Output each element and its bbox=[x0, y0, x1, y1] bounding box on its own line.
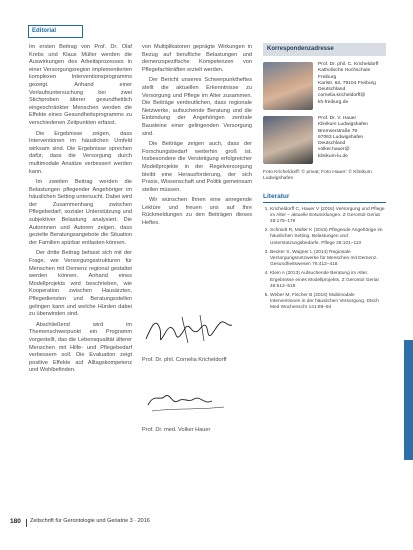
paragraph: von Multiplikatoren geprägte Wirkungen in Bezug auf berufliche Belastungen und demenzspezifische Kompetenzen von Pflegefachkräften erzielt werden. bbox=[142, 44, 252, 73]
address-line: Bremserstraße 79 bbox=[318, 128, 358, 134]
literature-item: 5. Weber M, Fischer B (2016) Multimodale Interventionen in der häuslichen Versorgung. Dtsch Med Wochenschr 141:88–94 bbox=[270, 293, 386, 312]
email-line[interactable]: klinikum-lu.de bbox=[318, 153, 348, 159]
journal-title: Zeitschrift für Gerontologie und Geriatrie 3 · 2016 bbox=[30, 518, 150, 524]
contact-entry bbox=[263, 62, 386, 110]
correspondence-heading: Korrespondenzadresse bbox=[263, 43, 386, 56]
literature-item: 1. Kricheldorff C, Hauer V (2016) Versorgung und Pflege im Alter – aktuelle Entwicklungen. Z Gerontol Geriat 49:175–176 bbox=[270, 207, 386, 226]
paragraph: Im zweiten Beitrag werden die Belastungen pflegender Angehöriger im häuslichen Setting untersucht. Dabei wird der Zusammenhang zwischen Pflegebedarf, sozialer Unterstützung und subjektiver Belastung analysiert. Die Autorinnen und Autoren zeigen, dass gezielte Beratungsangebote die Situation der Familien spürbar entlasten können. bbox=[29, 179, 132, 246]
address-line: Prof. Dr. V. Hauer bbox=[318, 116, 357, 121]
signature-area bbox=[142, 305, 252, 445]
handwritten-signature bbox=[142, 305, 237, 355]
signatory-name: Prof. Dr. med. Volker Hauer bbox=[142, 427, 211, 433]
photo-credit: Foto Kricheldorff: © privat; Foto Hauer: © Klinikum Ludwigshafen bbox=[263, 170, 372, 182]
author-photo bbox=[263, 62, 313, 110]
literature-item: 3. Becker S, Wagner L (2014) Regionale Versorgungsnetzwerke für Menschen mit Demenz. Gesundheitswesen 76:412–418 bbox=[270, 250, 386, 269]
signature-block bbox=[142, 305, 252, 363]
address-line: Prof. Dr. phil. C. Kricheldorff bbox=[318, 62, 379, 67]
body-column-2 bbox=[142, 44, 252, 231]
sidebar bbox=[263, 43, 386, 315]
paragraph: Der dritte Beitrag befasst sich mit der Frage, wie Versorgungsstrukturen für Menschen mit Demenz regional gestaltet werden können. Anhand eines Modellprojekts wird beschrieben, wie Kooperation zwischen Hausärzten, Pflegediensten und Beratungsstellen gelingen kann und welche Hürden dabei zu überwinden sind. bbox=[29, 250, 132, 318]
page-number: 180 bbox=[10, 518, 21, 525]
address-line: Karlstr. 63, 79104 Freiburg bbox=[318, 80, 376, 86]
address-line: Freiburg bbox=[318, 74, 337, 80]
paragraph: Wir wünschen Ihnen eine anregende Lektüre und freuen uns auf Ihre Rückmeldungen zu den Beiträgen dieses Heftes. bbox=[142, 197, 252, 227]
paragraph: Im ersten Beitrag von Prof. Dr. Olaf Krebs und Klaus Müller werden die Auswirkungen des Arbeitsprozesses in einer Versorgungsregion implementierten komplexen Interventionsprogramms gezeigt. Anhand einer Verlaufsuntersuchung bei zwei Stichproben älterer gesundheitlich eingeschränkter Menschen werden die Effekte eines Gesundheitsprogramms zu verschiedenen Zeitpunkten erfasst. bbox=[29, 44, 132, 126]
section-tab bbox=[404, 340, 413, 460]
address-line: 67063 Ludwigshafen bbox=[318, 134, 364, 140]
paragraph: Abschließend wird im Themenschwerpunkt ein Programm vorgestellt, das die Lebensqualität älterer Menschen mit Hilfe- und Pflegebedarf verbessern soll. Die Evaluation zeigt positive Effekte auf Alltagskompetenz und Wohlbefinden. bbox=[29, 321, 132, 374]
paragraph: Die Beiträge zeigen auch, dass der Forschungsbedarf weiterhin groß ist. Insbesondere die Verstetigung erfolgreicher Modellprojekte in der Regelversorgung bleibt eine Herausforderung, der sich Praxis, Wissenschaft und Politik gemeinsam stellen müssen. bbox=[142, 141, 252, 193]
address-line: Deutschland bbox=[318, 87, 346, 93]
page-footer bbox=[0, 518, 413, 530]
literature-list bbox=[263, 207, 386, 312]
address-line: Katholische Hochschule bbox=[318, 68, 371, 74]
literature-item: 4. Klein A (2013) Aufsuchende Beratung im Alter. Ergebnisse eines Modellprojekts. Z Gerontol Geriat 46:512–519 bbox=[270, 271, 386, 290]
address-line: Deutschland bbox=[318, 141, 346, 147]
footer-divider bbox=[26, 519, 27, 527]
handwritten-signature bbox=[142, 375, 237, 425]
contact-entry bbox=[263, 116, 386, 164]
literature-item: 2. Schmidt R, Müller K (2015) Pflegende Angehörige im häuslichen Setting. Belastungen und Unterstützungsbedarfe. Pflege 28:101–110 bbox=[270, 228, 386, 247]
section-label: Editorial bbox=[28, 25, 83, 38]
signature-block bbox=[142, 375, 252, 433]
email-line[interactable]: volker.hauer@ bbox=[318, 147, 350, 153]
paragraph: Die Ergebnisse zeigen, dass Interventionen im häuslichen Umfeld wirksam sind. Die Ergebnisse sprechen dafür, dass die Versorgung durch multimodale Ansätze verbessert werden kann. bbox=[29, 130, 132, 175]
author-photo bbox=[263, 116, 313, 164]
body-column-1 bbox=[29, 44, 132, 378]
contact-address bbox=[313, 116, 368, 164]
literature-heading: Literatur bbox=[263, 193, 386, 203]
address-line: Klinikum Ludwigshafen bbox=[318, 122, 369, 128]
email-line[interactable]: cornelia.kricheldorff@ bbox=[318, 93, 366, 99]
paragraph: Der Bericht unseres Schwerpunktheftes stellt die aktuellen Erkenntnisse zu Versorgung und Pflege im Alter zusammen. Die Beiträge verdeutlichen, dass regionale Netzwerke, aufsuchende Beratung und die Einbindung der Angehörigen zentrale Bausteine einer gelingenden Versorgung sind. bbox=[142, 77, 252, 137]
contact-address bbox=[313, 62, 379, 110]
signatory-name: Prof. Dr. phil. Cornelia Kricheldorff bbox=[142, 357, 227, 363]
email-line[interactable]: kh-freiburg.de bbox=[318, 99, 349, 105]
